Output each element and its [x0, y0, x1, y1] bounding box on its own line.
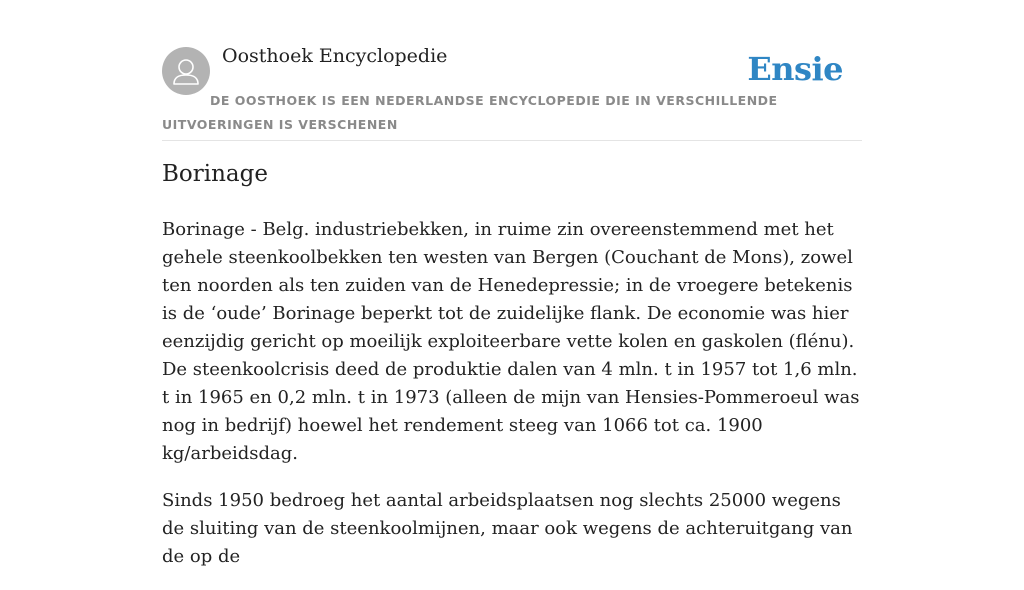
brand-logo[interactable]: Ensie — [747, 50, 843, 88]
site-header — [162, 0, 862, 141]
article-paragraph: Sinds 1950 bedroeg het aantal arbeidsplaatsen nog slechts 25000 wegens de sluiting van de steenkoolmijnen, maar ook wegens de achteruitgang van de op de — [162, 490, 853, 567]
page-container — [162, 0, 862, 567]
article-body — [162, 216, 862, 590]
avatar-person-icon — [162, 47, 210, 95]
site-title[interactable]: Oosthoek Encyclopedie — [222, 45, 448, 67]
article-paragraph: Borinage - Belg. industriebekken, in ruime zin overeenstemmend met het gehele steenkoolbekken ten westen van Bergen (Couchant de Mons), zowel ten noorden als ten zuiden van de Henedepressie; in de vroegere betekenis is de ‘oude’ Borinage beperkt tot de zuidelijke flank. De economie was hier eenzijdig gericht op moeilijk exploiteerbare vette kolen en gaskolen (flénu). De steenkoolcrisis deed de produktie dalen van 4 mln. t in 1957 tot 1,6 mln. t in 1965 en 0,2 mln. t in 1973 (alleen de mijn van Hensies-Pommeroeul was nog in bedrijf) hoewel het rendement steeg van 1066 tot ca. 1900 kg/arbeidsdag. — [162, 219, 860, 464]
site-tagline: DE OOSTHOEK IS EEN NEDERLANDSE ENCYCLOPEDIE DIE IN VERSCHILLENDE UITVOERINGEN IS VERSCHENEN — [162, 93, 778, 132]
article-title: Borinage — [162, 161, 268, 187]
user-avatar-icon[interactable] — [162, 47, 210, 95]
